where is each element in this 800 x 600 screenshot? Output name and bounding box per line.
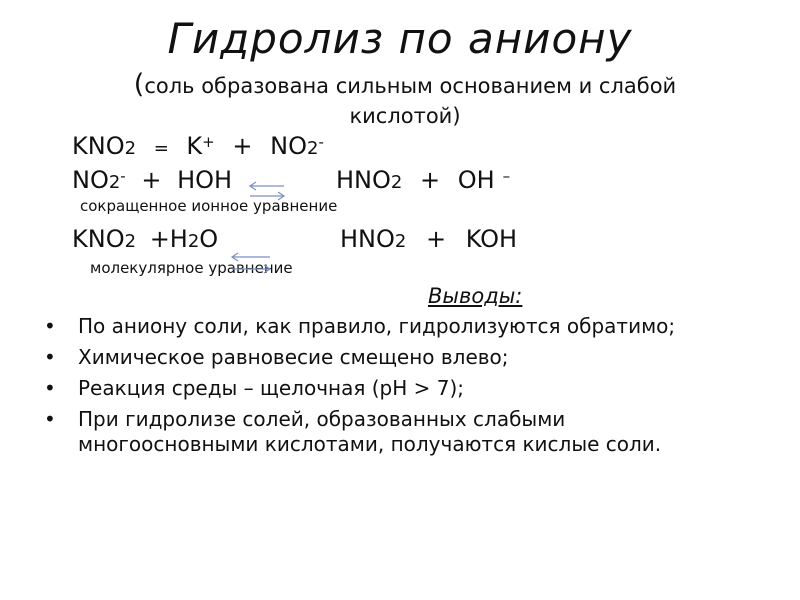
conclusion-text: По аниону соли, как правило, гидролизуются обратимо; (78, 314, 676, 338)
eq3-kno: KNO (72, 225, 125, 253)
ionic-equation-caption: сокращенное ионное уравнение (80, 197, 338, 215)
eq3-hno-subscript: 2 (394, 231, 407, 252)
conclusion-text: При гидролизе солей, образованных слабыми многоосновными кислотами, получаются кислые соли. (78, 407, 662, 456)
eq1-kno: KNO (72, 132, 125, 160)
eq1-plus: + (232, 132, 253, 160)
conclusion-text: Реакция среды – щелочная (pH > 7); (78, 376, 465, 400)
conclusion-item (44, 314, 724, 339)
eq3-o: O (199, 225, 219, 253)
eq1-kno-subscript: 2 (124, 138, 137, 159)
eq1-k-charge: + (202, 133, 215, 151)
eq1-no: NO (270, 132, 307, 160)
eq2-oh-charge: – (502, 167, 511, 185)
eq2-hno: HNO (336, 166, 391, 194)
eq3-plus2: + (425, 225, 447, 253)
bullet-dot: • (44, 345, 56, 369)
conclusions-heading: Выводы: (428, 284, 523, 308)
reversible-arrow-molecular (232, 253, 270, 273)
conclusion-text: Химическое равновесие смещено влево; (78, 345, 509, 369)
conclusion-item (44, 407, 724, 457)
eq1-no-subscript: 2 (306, 138, 319, 159)
eq2-no-subscript: 2 (108, 172, 121, 193)
eq3-plus-h: +H (149, 225, 188, 253)
eq2-plus: + (141, 166, 162, 194)
eq1-equals: = (153, 138, 169, 159)
bullet-dot: • (44, 407, 56, 431)
subtitle-open-paren: ( (133, 69, 145, 100)
eq1-no-charge: - (318, 133, 324, 151)
eq3-kno-subscript: 2 (124, 231, 137, 252)
eq1-k: K (186, 132, 203, 160)
slide-title: Гидролиз по аниону (167, 14, 633, 63)
conclusion-item (44, 376, 724, 401)
conclusion-item (44, 345, 724, 370)
subtitle-text: соль образована сильным основанием и слабой кислотой) (144, 74, 677, 128)
eq2-no-charge: - (120, 167, 126, 185)
conclusions-list (44, 314, 724, 463)
eq3-hno: HNO (340, 225, 395, 253)
molecular-equation-caption: молекулярное уравнение (90, 259, 293, 277)
eq3-koh: KOH (465, 225, 518, 253)
eq2-no: NO (72, 166, 109, 194)
eq2-oh: OH (457, 166, 495, 194)
reversible-arrow-ionic (250, 182, 284, 200)
eq2-hoh: HOH (177, 166, 233, 194)
eq2-hno-subscript: 2 (390, 172, 403, 193)
bullet-dot: • (44, 314, 56, 338)
eq3-h-subscript: 2 (187, 231, 200, 252)
eq2-plus2: + (419, 166, 441, 194)
bullet-dot: • (44, 376, 56, 400)
